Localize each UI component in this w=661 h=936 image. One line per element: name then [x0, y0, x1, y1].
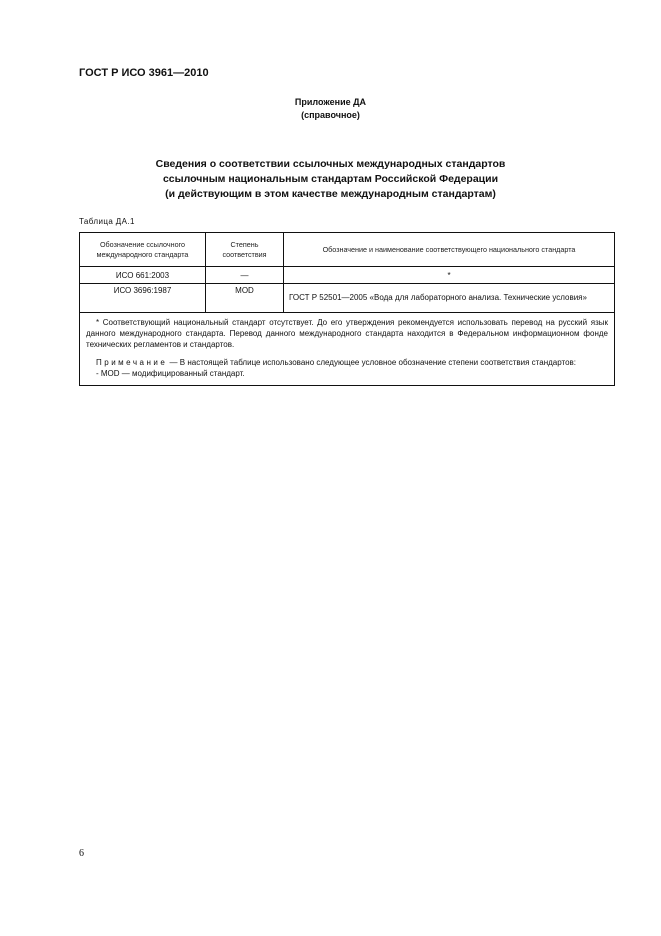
table-cell: *: [284, 267, 615, 284]
table-cell: —: [206, 267, 284, 284]
annex-subtitle: (справочное): [301, 110, 360, 120]
table-cell: ИСО 661:2003: [80, 267, 206, 284]
note-label: Примечание: [96, 358, 168, 367]
table-label: Таблица ДА.1: [79, 217, 135, 226]
note-text: — В настоящей таблице использовано следующее условное обозначение степени соответствия стандартов:: [169, 358, 576, 367]
table-cell: MOD: [206, 284, 284, 313]
title-line: Сведения о соответствии ссылочных международных стандартов: [155, 158, 506, 170]
note-item: - MOD — модифицированный стандарт.: [96, 369, 245, 378]
table-footnote-row: [80, 313, 615, 386]
table-header-row: [80, 233, 615, 267]
page-number: 6: [79, 848, 84, 859]
table-row: [80, 267, 615, 284]
table-row: [80, 284, 615, 313]
footnote-text: * Соответствующий национальный стандарт отсутствует. До его утверждения рекомендуется использовать перевод на русский язык данного международного стандарта. Перевод данного международного стандарта находится в Федеральном информационном фонде технических регламентов и стандартов.: [86, 318, 608, 349]
annex-title: Приложение ДА: [294, 97, 367, 107]
document-header: ГОСТ Р ИСО 3961—2010: [79, 67, 209, 79]
table-cell: ГОСТ Р 52501—2005 «Вода для лабораторного анализа. Технические условия»: [284, 284, 615, 313]
column-header: Степень соответствия: [206, 233, 284, 267]
column-header: Обозначение ссылочного международного стандарта: [80, 233, 206, 267]
standards-table: [79, 232, 615, 386]
column-header: Обозначение и наименование соответствующего национального стандарта: [284, 233, 615, 267]
annex-heading: [0, 96, 661, 122]
table-cell: ИСО 3696:1987: [80, 284, 206, 313]
footnote-cell: [80, 313, 615, 386]
section-title: [0, 157, 661, 202]
title-line: (и действующим в этом качестве международным стандартам): [165, 188, 496, 200]
note-paragraph: [86, 357, 608, 368]
title-line: ссылочным национальным стандартам Российской Федерации: [162, 173, 499, 185]
